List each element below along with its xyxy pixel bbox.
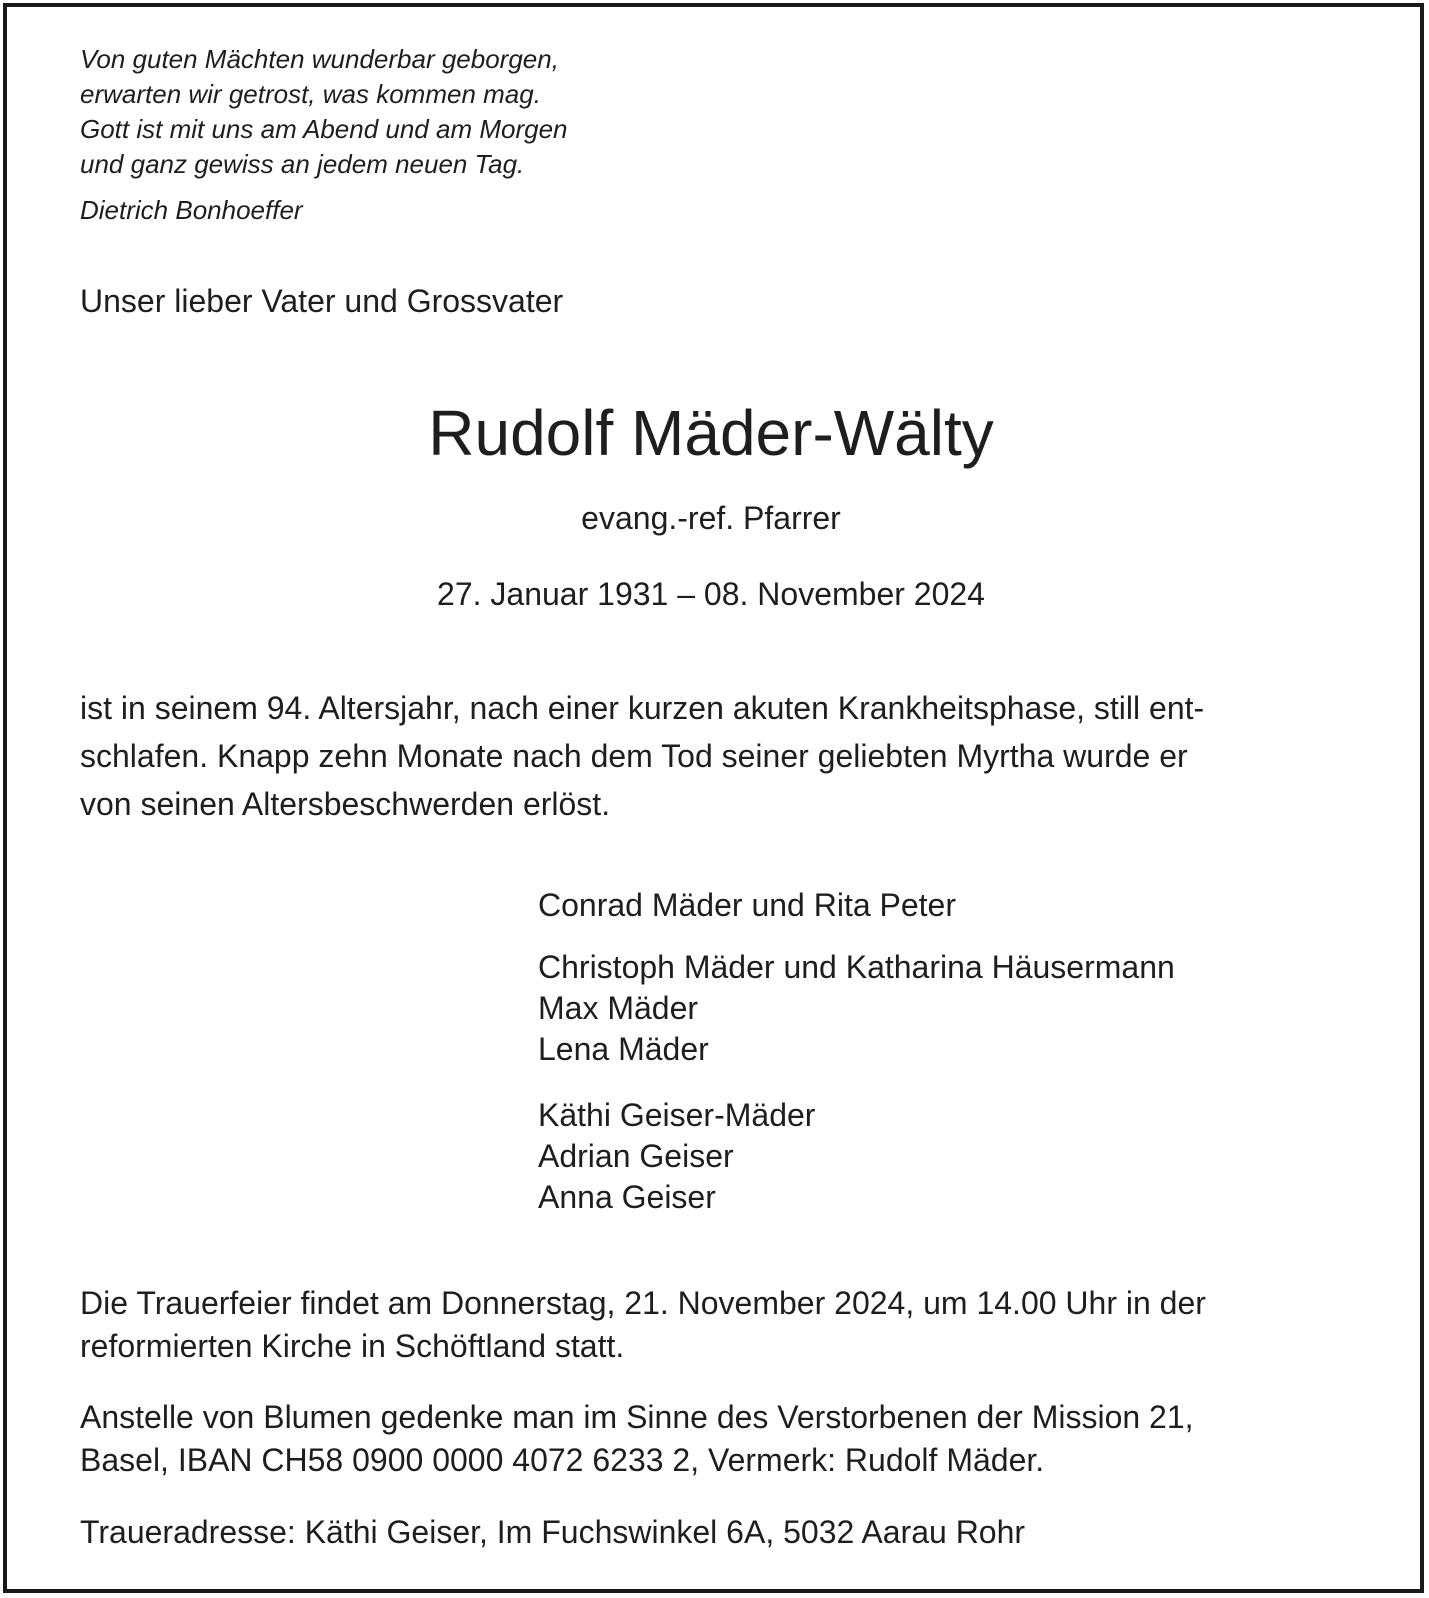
- death-announcement-text: [80, 684, 1204, 828]
- mourner-name: Adrian Geiser: [538, 1138, 734, 1174]
- bonhoeffer-quote: [80, 42, 568, 182]
- quote-line: erwarten wir getrost, was kommen mag.: [80, 79, 541, 109]
- quote-author: Dietrich Bonhoeffer: [80, 195, 303, 225]
- funeral-service-info: [80, 1282, 1206, 1368]
- mourner-name: Anna Geiser: [538, 1179, 716, 1215]
- intro-line: Unser lieber Vater und Grossvater: [80, 283, 564, 319]
- service-line: reformierten Kirche in Schöftland statt.: [80, 1328, 625, 1364]
- quote-line: und ganz gewiss an jedem neuen Tag.: [80, 149, 525, 179]
- donation-line: Anstelle von Blumen gedenke man im Sinne des Verstorbenen der Mission 21,: [80, 1399, 1194, 1435]
- donation-info: [80, 1396, 1194, 1482]
- announcement-line: schlafen. Knapp zehn Monate nach dem Tod seiner geliebten Myrtha wurde er: [80, 738, 1188, 774]
- quote-line: Gott ist mit uns am Abend und am Morgen: [80, 114, 568, 144]
- announcement-line: ist in seinem 94. Altersjahr, nach einer kurzen akuten Krankheitsphase, still ent-: [80, 690, 1205, 726]
- mourning-address: Traueradresse: Käthi Geiser, Im Fuchswinkel 6A, 5032 Aarau Rohr: [80, 1514, 1026, 1550]
- mourner-group: [538, 1095, 815, 1218]
- mourner-name: Conrad Mäder und Rita Peter: [538, 887, 956, 923]
- mourner-group: [538, 885, 956, 926]
- mourner-group: [538, 947, 1175, 1070]
- quote-line: Von guten Mächten wunderbar geborgen,: [80, 44, 559, 74]
- donation-line: Basel, IBAN CH58 0900 0000 4072 6233 2, Vermerk: Rudolf Mäder.: [80, 1442, 1045, 1478]
- life-dates: 27. Januar 1931 – 08. November 2024: [437, 576, 985, 612]
- mourner-name: Christoph Mäder und Katharina Häusermann: [538, 949, 1175, 985]
- mourner-name: Lena Mäder: [538, 1031, 709, 1067]
- deceased-name: Rudolf Mäder-Wälty: [428, 397, 994, 469]
- mourner-name: Max Mäder: [538, 990, 699, 1026]
- mourner-name: Käthi Geiser-Mäder: [538, 1097, 816, 1133]
- service-line: Die Trauerfeier findet am Donnerstag, 21. November 2024, um 14.00 Uhr in der: [80, 1285, 1206, 1321]
- announcement-line: von seinen Altersbeschwerden erlöst.: [80, 786, 611, 822]
- deceased-role: evang.-ref. Pfarrer: [581, 500, 841, 536]
